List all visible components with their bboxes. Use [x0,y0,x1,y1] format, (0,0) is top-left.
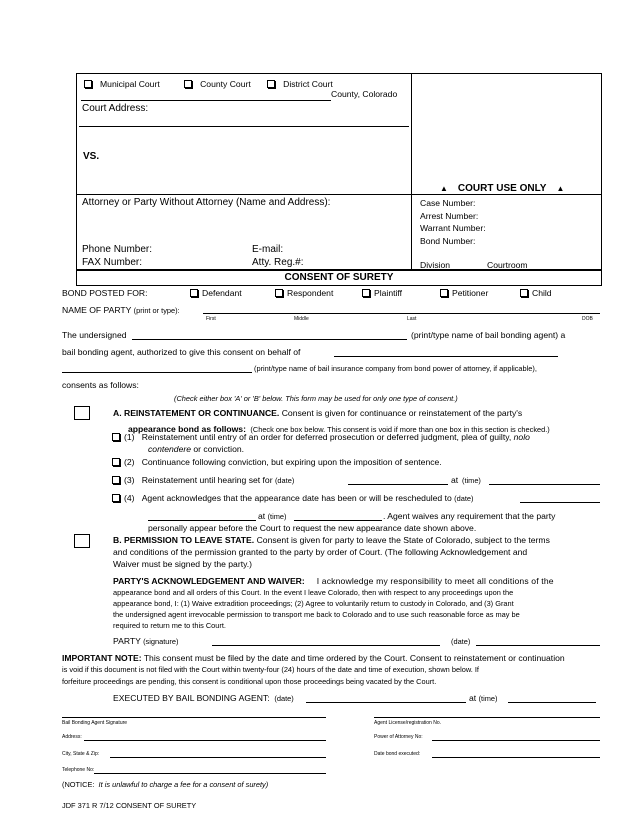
ack-text1: I acknowledge my responsibility to meet all conditions of the [316,576,554,586]
county-court-checkbox[interactable] [184,80,192,88]
municipal-court-checkbox[interactable] [84,80,92,88]
plaintiff-label: Plaintiff [374,288,403,298]
respondent-label: Respondent [287,288,334,298]
option-4-time-field[interactable] [294,520,382,521]
poa-label: Power of Attorney No: [374,734,423,740]
arrow-up-icon: ▲ [556,184,565,193]
section-b-checkbox[interactable] [74,534,90,548]
party-label: PARTY [113,636,141,646]
court-address-line[interactable] [79,126,409,127]
bond-posted-label: BOND POSTED FOR: [62,288,148,298]
phone-label: Phone Number: [82,244,153,255]
district-court-checkbox[interactable] [267,80,275,88]
executed-at: at [469,693,477,703]
county-label: County, Colorado [331,89,398,99]
option-3-time: (time) [462,476,481,485]
section-a-text2-small: (Check one box below. This consent is void if more than one box in this section is checked.) [250,425,550,434]
bond-plaintiff[interactable] [362,288,402,298]
notice-prefix: (NOTICE: [62,780,95,789]
agent-name-field[interactable] [132,339,407,340]
undersigned-end: (print/type name of bail bonding agent) a [411,330,566,340]
important-text3: forfeiture proceedings are pending, this consent is conditional upon those proceedings being vacated by the Court. [62,677,437,686]
option-2-checkbox[interactable] [112,458,120,466]
party-date-field[interactable] [476,645,600,646]
name-of-party-hint: (print or type): [133,306,180,315]
city-label: City, State & Zip: [62,751,100,757]
name-of-party-text: NAME OF PARTY [62,305,132,315]
option-4-date-field[interactable] [520,502,600,503]
section-a-line1 [113,408,522,418]
footer: JDF 371 R 7/12 CONSENT OF SURETY [62,801,197,810]
option-3-time-field[interactable] [489,484,600,485]
bond-respondent[interactable] [275,288,333,298]
executed-row [113,693,294,703]
party-name-field[interactable] [203,313,600,314]
sub-first: First [206,316,216,322]
executed-label: EXECUTED BY BAIL BONDING AGENT: [113,693,270,703]
ack-text5: required to return me to this Court. [113,621,226,630]
telephone-field[interactable] [94,773,326,774]
option-3-text: Reinstatement until hearing set for [141,475,273,485]
atty-reg-label: Atty. Reg.#: [252,257,304,268]
executed-date: (date) [274,694,294,703]
option-1-num: (1) [124,432,135,442]
respondent-checkbox[interactable] [275,289,283,297]
city-field[interactable] [110,757,326,758]
poa-field[interactable] [432,740,600,741]
option-1-ital: nolo [513,432,530,442]
date-bond-executed-label: Date bond executed: [374,751,421,757]
section-b-text2: and conditions of the permission granted to the party by order of Court. (The following Acknowledgement and [113,547,528,557]
option-4-at: at [258,511,266,521]
courtroom-label: Courtroom [487,260,528,270]
telephone-label: Telephone No: [62,767,95,773]
section-b-line1 [113,535,550,545]
sub-dob: DOB [582,316,593,322]
attorney-label: Attorney or Party Without Attorney (Name and Address): [82,197,331,208]
instruction: (Check either box 'A' or 'B' below. This form may be used for only one type of consent.) [174,394,458,403]
option-1-line2-ital: contendere [148,444,192,454]
option-4-time: (time) [267,512,287,521]
section-a-text1: Consent is given for continuance or reinstatement of the party's [281,408,523,418]
ack-line1 [113,576,554,586]
important-text1: This consent must be filed by the date and time ordered by the Court. Consent to reinstatement or continuation [143,653,565,663]
notice [62,780,268,789]
option-3-at: at [451,475,459,485]
undersigned-start: The undersigned [62,330,127,340]
case-number-label: Case Number: [420,198,476,208]
undersigned-line2: bail bonding agent, authorized to give this consent on behalf of [62,347,301,357]
title-hline [76,285,602,286]
executed-at-row [469,693,497,703]
option-4-date: (date) [454,494,474,503]
option-2-text: Continuance following conviction, but expiring upon the imposition of sentence. [141,457,442,467]
option-1 [112,432,530,442]
petitioner-checkbox[interactable] [440,289,448,297]
district-court-label: District Court [283,79,333,89]
section-a-checkbox[interactable] [74,406,90,420]
section-b-text1: Consent is given for party to leave the State of Colorado, subject to the terms [256,535,550,545]
insurance-company-field[interactable] [62,372,252,373]
option-4-num: (4) [124,493,135,503]
notice-italic: It is unlawful to charge a fee for a consent of surety) [98,780,269,789]
section-a-title: A. REINSTATEMENT OR CONTINUANCE. [113,408,280,418]
ack-text3: appearance bond, I: (1) Waive extradition proceedings; (2) Agree to voluntarily return to custody in Colorado, and (3) Grant [113,599,514,608]
option-4-checkbox[interactable] [112,494,120,502]
option-2 [112,457,442,467]
court-use-only [440,183,564,194]
behalf-of-field[interactable] [334,356,558,357]
executed-time: (time) [478,694,498,703]
defendant-label: Defendant [202,288,242,298]
county-court-label: County Court [200,79,251,89]
option-3-checkbox[interactable] [112,476,120,484]
court-use-only-label: COURT USE ONLY [457,183,547,194]
caption-box [76,73,602,270]
form-title: CONSENT OF SURETY [284,272,394,283]
consents-as-follows: consents as follows: [62,380,139,390]
defendant-checkbox[interactable] [190,289,198,297]
bond-petitioner[interactable] [440,288,488,298]
important-label: IMPORTANT NOTE: [62,653,142,663]
sub-middle: Middle [294,316,309,322]
ack-text2: appearance bond and all orders of this Court. In the event I leave Colorado, then with respect to any proceedings upon the [113,588,514,597]
party-signature-hint: (signature) [143,637,179,646]
arrest-number-label: Arrest Number: [420,211,479,221]
option-3 [112,475,294,485]
agent-signature-field[interactable] [62,717,326,718]
option-2-num: (2) [124,457,135,467]
email-label: E-mail: [252,244,284,255]
executed-date-field[interactable] [306,702,466,703]
county-line[interactable] [81,100,331,101]
sub-last: Last [407,316,417,322]
undersigned-line3: (print/type name of bail insurance company from bond power of attorney, if applicable), [254,364,537,373]
bond-defendant[interactable] [190,288,242,298]
court-type-row [84,79,333,89]
important-text2: is void if this document is not filed with the Court within twenty-four (24) hours of the date and time of execution, shown below. If [62,665,479,674]
child-label: Child [532,288,552,298]
option-4-text2: . Agent waives any requirement that the party [383,511,556,521]
arrow-up-icon: ▲ [440,184,448,193]
option-1-checkbox[interactable] [112,433,120,441]
party-date-label: (date) [451,637,471,646]
option-3-num: (3) [124,475,135,485]
party-signature-row [113,636,178,646]
option-1-line2 [148,444,244,454]
court-address-label: Court Address: [82,103,149,114]
option-4-line2 [258,511,286,521]
warrant-number-label: Warrant Number: [420,223,486,233]
option-4-text: Agent acknowledges that the appearance date has been or will be rescheduled to [141,493,452,503]
executed-time-field[interactable] [508,702,596,703]
option-4-text3: personally appear before the Court to request the new appearance date shown above. [148,523,477,533]
ack-title: PARTY'S ACKNOWLEDGEMENT AND WAIVER: [113,576,305,586]
important-line1 [62,653,565,663]
fax-label: FAX Number: [82,257,143,268]
party-signature-field[interactable] [212,645,440,646]
agent-license-field[interactable] [374,717,600,718]
agent-license-label: Agent License/registration No. [374,720,441,726]
address-field[interactable] [84,740,326,741]
caption-hline-bottom [76,270,602,271]
ack-text4: the undersigned agent irrevocable permission to transport me back to Colorado and to use such reasonable force as may be [113,610,520,619]
section-b-title: B. PERMISSION TO LEAVE STATE. [113,535,255,545]
petitioner-label: Petitioner [452,288,489,298]
option-3-date-field[interactable] [348,484,448,485]
option-1-line2-text: or conviction. [193,444,245,454]
plaintiff-checkbox[interactable] [362,289,370,297]
option-4-date-field-2[interactable] [148,520,256,521]
caption-hline [76,194,602,195]
caption-divider [411,73,412,270]
option-3-date: (date) [274,476,295,485]
option-4 [112,493,473,503]
child-checkbox[interactable] [520,289,528,297]
name-of-party-label [62,305,180,315]
date-bond-executed-field[interactable] [432,757,600,758]
division-label: Division [420,260,451,270]
address-label: Address: [62,734,82,740]
section-a-text2: appearance bond as follows: [128,424,246,434]
bond-child[interactable] [520,288,552,298]
bond-number-label: Bond Number: [420,236,476,246]
option-1-text: Reinstatement until entry of an order for deferred prosecution or deferred judgment, plea of guilty, [141,432,512,442]
vs-label: VS. [83,151,100,162]
section-b-text3: Waiver must be signed by the party.) [113,559,252,569]
municipal-court-label: Municipal Court [100,79,160,89]
agent-signature-label: Bail Bonding Agent Signature [62,720,128,726]
